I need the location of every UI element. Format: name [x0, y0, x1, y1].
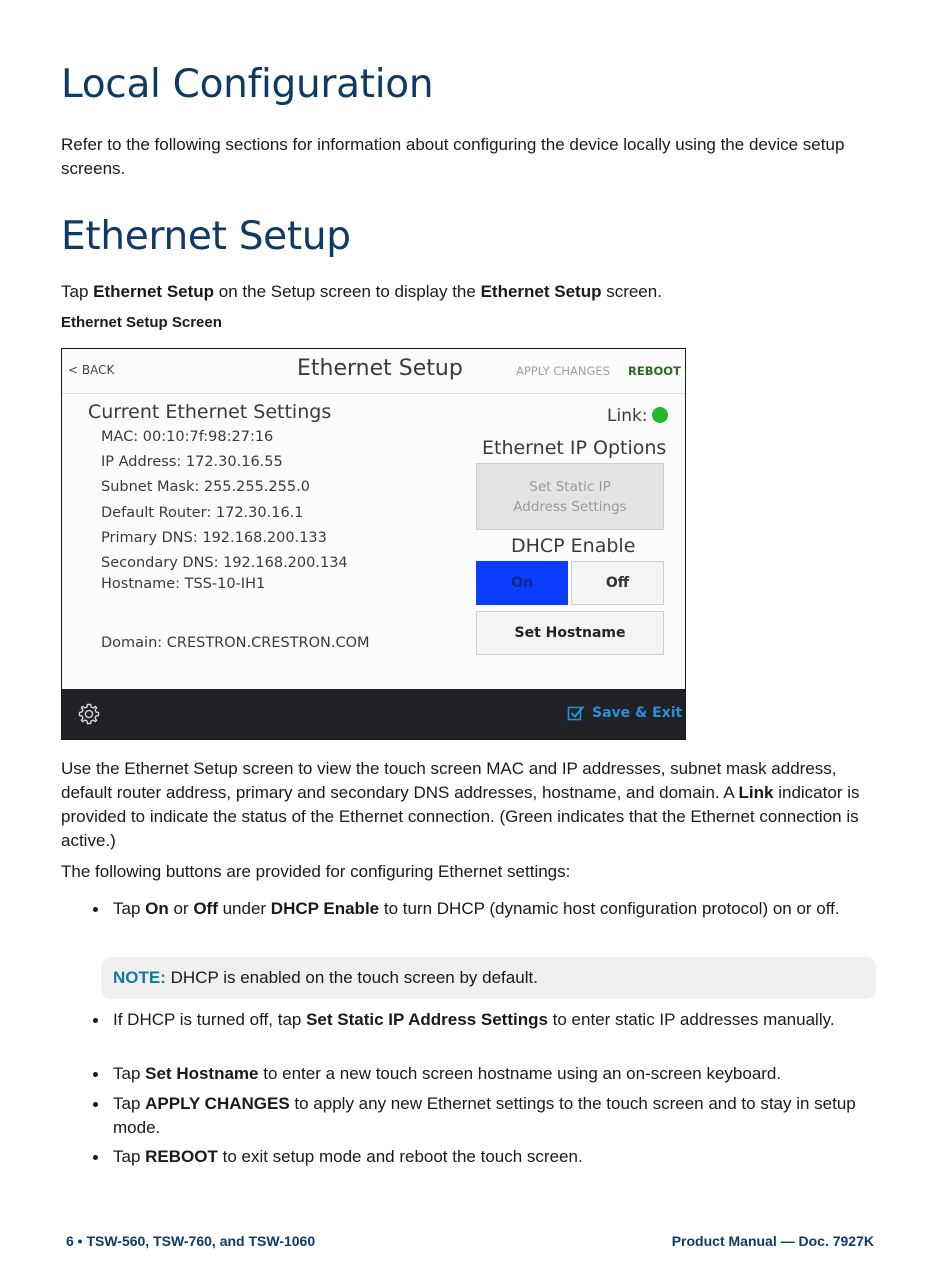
- note-label: NOTE:: [113, 968, 166, 987]
- ip-address: IP Address: 172.30.16.55: [101, 454, 283, 470]
- set-static-ip-button[interactable]: [476, 463, 664, 530]
- link-label: Link:: [607, 406, 648, 426]
- current-settings-title: Current Ethernet Settings: [88, 401, 332, 423]
- bullet-reboot: Tap REBOOT to exit setup mode and reboot the touch screen.: [113, 1145, 873, 1169]
- intro-paragraph: Refer to the following sections for information about configuring the device locally using the device setup screens.: [61, 135, 845, 178]
- subnet-mask: Subnet Mask: 255.255.255.0: [101, 479, 310, 495]
- bullet-hostname: Tap Set Hostname to enter a new touch screen hostname using an on-screen keyboard.: [113, 1062, 873, 1086]
- domain: Domain: CRESTRON.CRESTRON.COM: [101, 635, 370, 651]
- default-router: Default Router: 172.30.16.1: [101, 505, 304, 521]
- bullet-static-ip: If DHCP is turned off, tap Set Static IP Address Settings to enter static IP addresses manually.: [113, 1008, 873, 1032]
- tap-instruction: Tap Ethernet Setup on the Setup screen to display the Ethernet Setup screen.: [61, 282, 662, 301]
- link-status-indicator: [652, 407, 668, 423]
- mac-address: MAC: 00:10:7f:98:27:16: [101, 429, 274, 445]
- ethernet-setup-screenshot: [61, 348, 686, 740]
- note-text: DHCP is enabled on the touch screen by default.: [165, 968, 538, 987]
- dhcp-enable-title: DHCP Enable: [511, 535, 636, 557]
- reboot-button[interactable]: REBOOT: [628, 364, 681, 378]
- bullet-dhcp: Tap On or Off under DHCP Enable to turn DHCP (dynamic host configuration protocol) on or off.: [113, 897, 873, 921]
- screen-title: Ethernet Setup: [297, 356, 463, 381]
- hostname: Hostname: TSS-10-IH1: [101, 576, 266, 592]
- page-title: Local Configuration: [61, 62, 434, 107]
- static-ip-label-line2: Address Settings: [513, 499, 627, 515]
- checkbox-check-icon: [567, 704, 585, 722]
- static-ip-label-line1: Set Static IP: [529, 479, 611, 495]
- footer-page-info: 6 • TSW-560, TSW-760, and TSW-1060: [66, 1233, 316, 1249]
- figure-caption: Ethernet Setup Screen: [61, 314, 222, 331]
- back-button[interactable]: < BACK: [68, 363, 115, 377]
- bullet-apply-changes: Tap APPLY CHANGES to apply any new Ethernet settings to the touch screen and to stay in setup mode.: [113, 1092, 873, 1140]
- screen-bottom-bar: [62, 689, 685, 739]
- dhcp-on-button[interactable]: On: [476, 561, 568, 605]
- set-hostname-button[interactable]: Set Hostname: [476, 611, 664, 655]
- secondary-dns: Secondary DNS: 192.168.200.134: [101, 555, 348, 571]
- screen-top-bar: [62, 349, 685, 394]
- gear-icon[interactable]: [77, 702, 101, 726]
- save-exit-label: Save & Exit: [592, 705, 683, 721]
- description-paragraph: Use the Ethernet Setup screen to view the touch screen MAC and IP addresses, subnet mask address, default router address, primary and secondary DNS addresses, hostname, and domain. A Link indicator is provided to indicate the status of the Ethernet connection. (Green indicates that the Ethernet connection is active.): [61, 759, 860, 850]
- buttons-intro: The following buttons are provided for configuring Ethernet settings:: [61, 862, 571, 881]
- footer-doc-info: Product Manual — Doc. 7927K: [671, 1233, 874, 1249]
- section-heading: Ethernet Setup: [61, 214, 351, 259]
- apply-changes-button[interactable]: APPLY CHANGES: [516, 364, 610, 378]
- dhcp-off-button[interactable]: Off: [571, 561, 664, 605]
- primary-dns: Primary DNS: 192.168.200.133: [101, 530, 327, 546]
- note-box: [101, 957, 876, 999]
- ip-options-title: Ethernet IP Options: [482, 437, 667, 459]
